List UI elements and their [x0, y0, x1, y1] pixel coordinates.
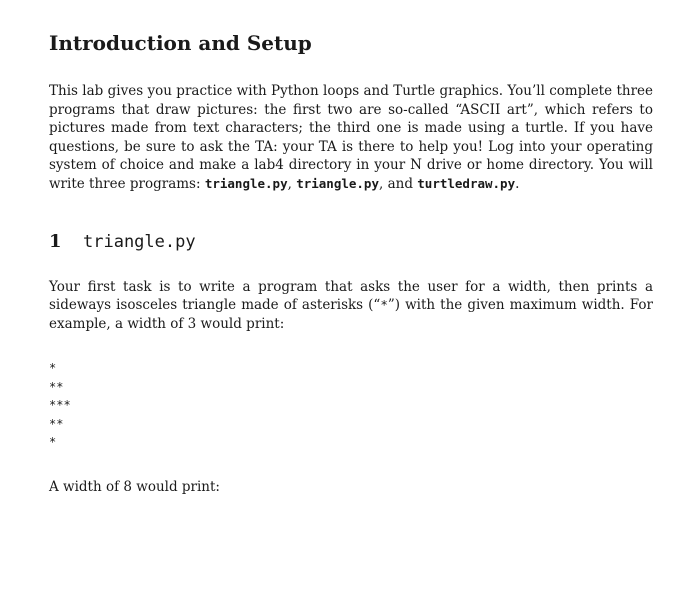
- ascii-line: ***: [49, 398, 71, 413]
- intro-text: This lab gives you practice with Python loops and Turtle graphics. You’ll complete three programs that draw pictures: the first two are so-called “ASCII art”, which refers to pictures made from text characters; the third one is made using a turtle. If you have questions, be sure to ask the TA: your TA is there to help you! Log into your operating system of choice and make a lab4 directory in your N drive or home directory. You will write three programs:: [49, 83, 653, 192]
- document-page: [49, 30, 653, 496]
- ascii-line: **: [49, 416, 64, 431]
- filename-turtledraw: turtledraw.py: [417, 175, 516, 191]
- task-paragraph: Your first task is to write a program that asks the user for a width, then prints a sideways isosceles triangle made of asterisks (“*”) with the given maximum width. For example, a width of 3 would print:: [49, 278, 653, 332]
- filename-triangle-2: triangle.py: [296, 175, 379, 191]
- page-title: Introduction and Setup: [49, 31, 312, 55]
- section-heading: [49, 230, 653, 254]
- width8-paragraph: A width of 8 would print:: [49, 478, 220, 495]
- section-title: triangle.py: [83, 231, 196, 252]
- ascii-triangle-example: [49, 359, 653, 452]
- ascii-line: **: [49, 379, 64, 394]
- asterisk-symbol: *: [380, 297, 388, 313]
- section-number: 1: [49, 230, 62, 252]
- intro-paragraph: This lab gives you practice with Python loops and Turtle graphics. You’ll complete three programs that draw pictures: the first two are so-called “ASCII art”, which refers to pictures made from text characters; the third one is made using a turtle. If you have questions, be sure to ask the TA: your TA is there to help you! Log into your operating system of choice and make a lab4 directory in your N drive or home directory. You will write three programs: triangle.py, triangle.py, and turtledraw.py.: [49, 83, 653, 192]
- ascii-line: *: [49, 435, 57, 450]
- filename-triangle-1: triangle.py: [204, 175, 288, 191]
- ascii-line: *: [49, 361, 57, 376]
